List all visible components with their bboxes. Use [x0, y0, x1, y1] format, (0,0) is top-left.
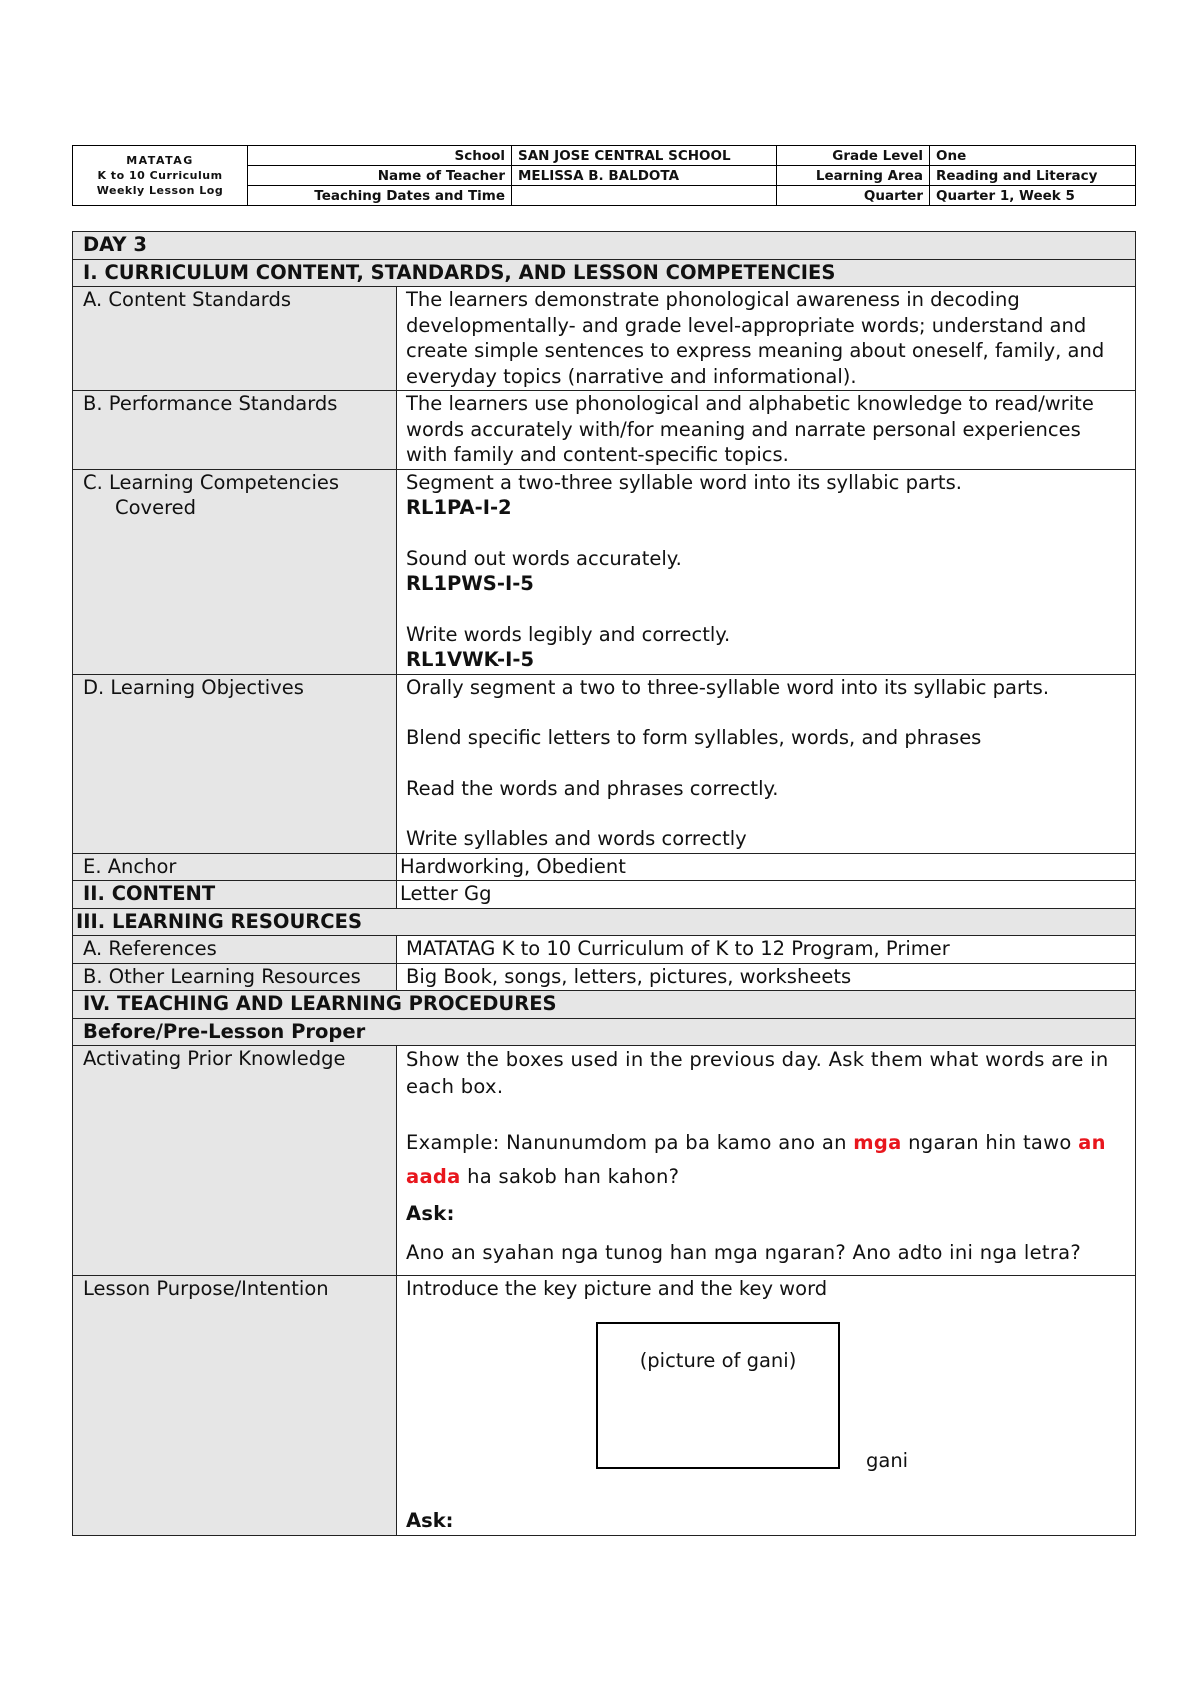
example-part-c: ha sakob han kahon?	[460, 1165, 680, 1188]
pre-lesson-heading: Before/Pre-Lesson Proper	[73, 1018, 1136, 1046]
competency-3-code: RL1VWK-I-5	[406, 648, 535, 671]
content-standards-label: A. Content Standards	[73, 287, 397, 391]
objectives-list	[397, 674, 1136, 853]
competencies-label-line-2: Covered	[115, 496, 197, 519]
lesson-purpose-content	[397, 1276, 1136, 1536]
grade-level-label: Grade Level	[777, 146, 930, 166]
competencies-label-line-1: C. Learning Competencies	[83, 470, 340, 494]
prior-knowledge-example	[406, 1126, 1127, 1194]
content-standards-row	[73, 287, 1136, 391]
other-resources-row	[73, 963, 1136, 991]
other-resources-value: Big Book, songs, letters, pictures, worksheets	[397, 963, 1136, 991]
learning-area-label: Learning Area	[777, 166, 930, 186]
references-value: MATATAG K to 10 Curriculum of K to 12 Program, Primer	[397, 936, 1136, 964]
section-4-heading: IV. TEACHING AND LEARNING PROCEDURES	[73, 991, 1136, 1019]
performance-standards-text: The learners use phonological and alphabetic knowledge to read/write words accurately with/for meaning and narrate personal experiences with family and content-specific topics.	[397, 391, 1136, 470]
other-resources-label: B. Other Learning Resources	[73, 963, 397, 991]
objective-1: Orally segment a two to three-syllable word into its syllabic parts.	[406, 675, 1050, 699]
competency-3: Write words legibly and correctly.	[406, 622, 731, 646]
competencies-list	[397, 469, 1136, 674]
competencies-label	[73, 469, 397, 674]
teaching-dates-value	[512, 186, 777, 206]
section-3-heading: III. LEARNING RESOURCES	[73, 908, 1136, 936]
learning-area-value: Reading and Literacy	[930, 166, 1136, 186]
objective-4: Write syllables and words correctly	[406, 827, 747, 850]
teacher-label: Name of Teacher	[248, 166, 512, 186]
references-label: A. References	[73, 936, 397, 964]
lesson-log-header	[72, 145, 1136, 206]
objective-3: Read the words and phrases correctly.	[406, 776, 779, 800]
teaching-dates-label: Teaching Dates and Time	[248, 186, 512, 206]
prior-knowledge-content	[397, 1046, 1136, 1276]
content-row	[73, 881, 1136, 909]
references-row	[73, 936, 1136, 964]
key-picture-placeholder	[596, 1322, 840, 1469]
performance-standards-label: B. Performance Standards	[73, 391, 397, 470]
example-part-a: Example: Nanunumdom pa ba kamo ano an	[406, 1131, 854, 1154]
matatag-logo	[73, 146, 248, 206]
prior-knowledge-ask: Ask:	[406, 1202, 455, 1225]
competency-1: Segment a two-three syllable word into its syllabic parts.	[406, 470, 962, 494]
quarter-label: Quarter	[777, 186, 930, 206]
objectives-row	[73, 674, 1136, 853]
anchor-value: Hardworking, Obedient	[397, 853, 1136, 881]
logo-line-2: K to 10 Curriculum	[97, 169, 223, 182]
competencies-row	[73, 469, 1136, 674]
competency-1-code: RL1PA-I-2	[406, 496, 512, 519]
objectives-label: D. Learning Objectives	[73, 674, 397, 853]
content-label: II. CONTENT	[73, 881, 397, 909]
lesson-purpose-label: Lesson Purpose/Intention	[73, 1276, 397, 1536]
key-word: gani	[866, 1448, 909, 1472]
lesson-purpose-row	[73, 1276, 1136, 1536]
content-value: Letter Gg	[397, 881, 1136, 909]
objective-2: Blend specific letters to form syllables, words, and phrases	[406, 726, 982, 749]
lesson-purpose-ask: Ask:	[406, 1508, 454, 1532]
school-label: School	[248, 146, 512, 166]
prior-knowledge-row	[73, 1046, 1136, 1276]
lesson-purpose-text: Introduce the key picture and the key word	[406, 1277, 828, 1300]
example-highlight-1: mga	[853, 1131, 902, 1154]
key-picture-area	[406, 1302, 1127, 1534]
teacher-value: MELISSA B. BALDOTA	[512, 166, 777, 186]
logo-line-1: MATATAG	[126, 154, 194, 167]
competency-2-code: RL1PWS-I-5	[406, 572, 534, 595]
example-part-b: ngaran hin tawo	[901, 1131, 1079, 1154]
logo-line-3: Weekly Lesson Log	[96, 184, 224, 197]
anchor-row	[73, 853, 1136, 881]
example-highlight-2: an aada	[406, 1131, 1106, 1188]
picture-caption: (picture of gani)	[639, 1348, 797, 1372]
prior-knowledge-text: Show the boxes used in the previous day. Ask them what words are in each box.	[406, 1048, 1109, 1098]
competency-2: Sound out words accurately.	[406, 546, 682, 570]
grade-level-value: One	[930, 146, 1136, 166]
lesson-plan-table	[72, 231, 1136, 1536]
prior-knowledge-question: Ano an syahan nga tunog han mga ngaran? Ano adto ini nga letra?	[406, 1241, 1082, 1264]
content-standards-text: The learners demonstrate phonological awareness in decoding developmentally- and grade level-appropriate words; understand and create simple sentences to express meaning about oneself, family, and everyday topics (narrative and informational).	[397, 287, 1136, 391]
school-value: SAN JOSE CENTRAL SCHOOL	[512, 146, 777, 166]
performance-standards-row	[73, 391, 1136, 470]
anchor-label: E. Anchor	[73, 853, 397, 881]
day-heading: DAY 3	[73, 232, 1136, 260]
quarter-value: Quarter 1, Week 5	[930, 186, 1136, 206]
section-1-heading: I. CURRICULUM CONTENT, STANDARDS, AND LESSON COMPETENCIES	[73, 259, 1136, 287]
prior-knowledge-label: Activating Prior Knowledge	[73, 1046, 397, 1276]
